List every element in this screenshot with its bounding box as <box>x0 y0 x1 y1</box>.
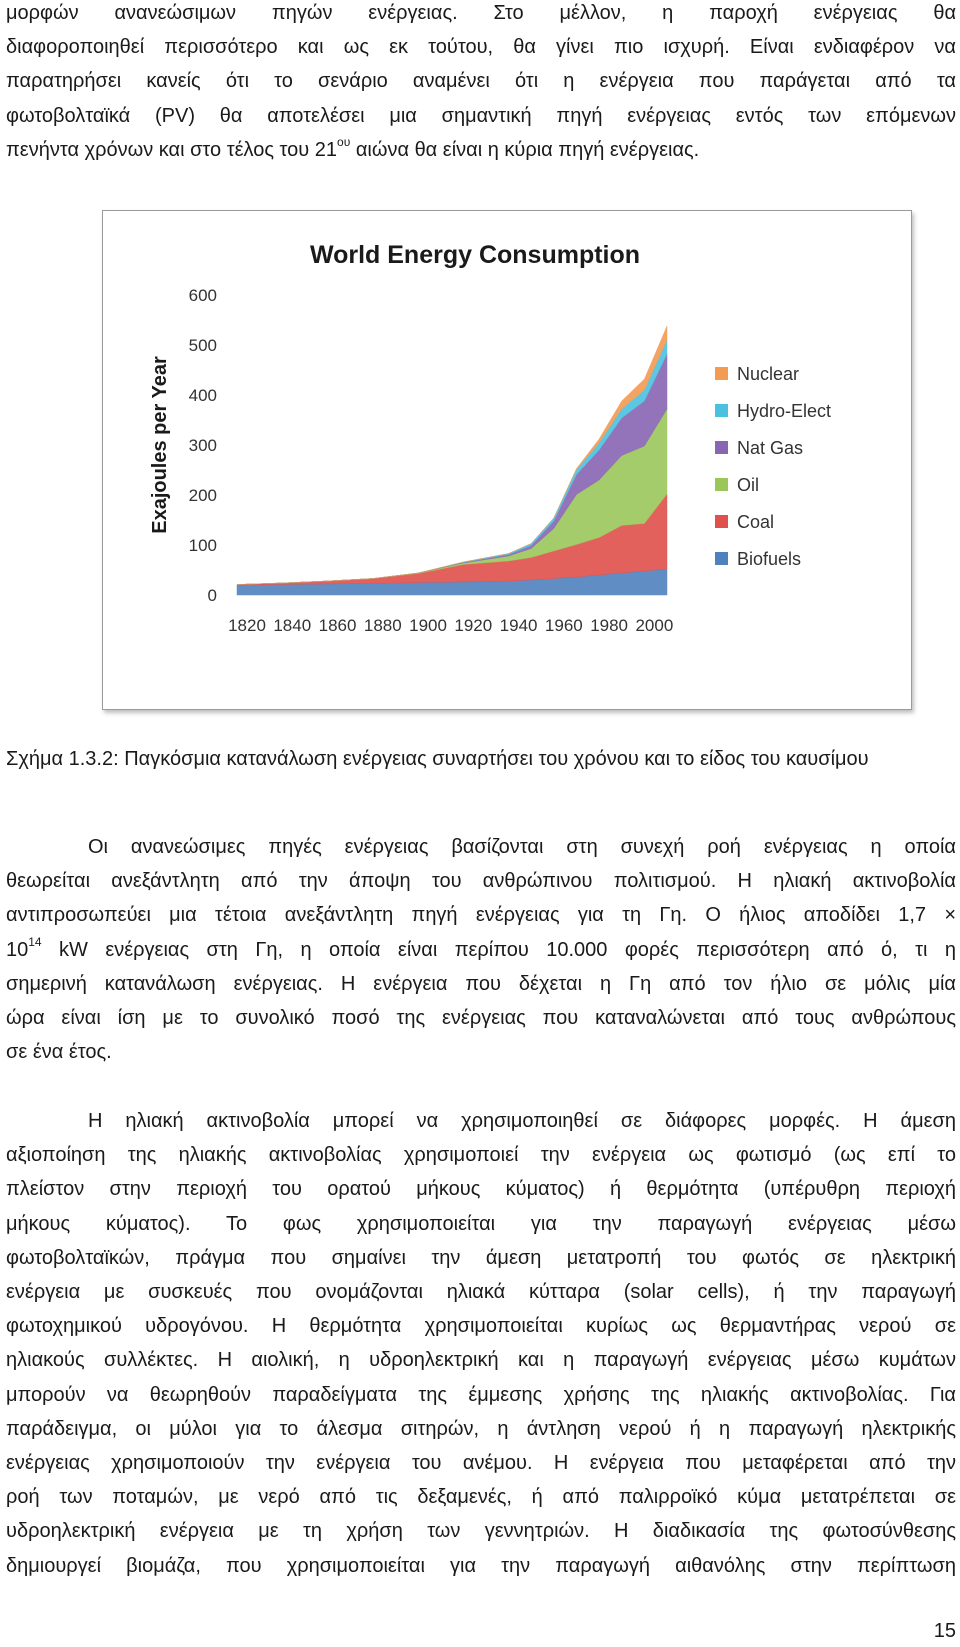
text-line: παράδειγμα, οι μύλοι για το άλεσμα σιτηρών, η άντληση νερού ή η παραγωγή ηλεκτρικής <box>6 1417 956 1440</box>
superscript: 14 <box>28 934 42 949</box>
superscript: ου <box>337 135 351 150</box>
y-tick-label: 500 <box>188 336 217 355</box>
x-tick-label: 1880 <box>363 616 402 635</box>
text-line: αξιοποίηση της ηλιακής ακτινοβολίας χρησιμοποιεί την ενέργεια ως φωτισμό (ως επί το <box>6 1144 956 1167</box>
text-line: σε ένα έτος. <box>6 1041 112 1064</box>
text-fragment: kW ενέργειας στη Γη, η οποία είναι περίπου 10.000 φορές περισσότερη από ό, τι η <box>41 938 956 961</box>
legend-swatch-nuclear <box>715 367 728 380</box>
legend-label-biofuels: Biofuels <box>737 549 802 569</box>
text-line: φωτοχημικού υδρογόνου. Η θερμότητα χρησιμοποιείται κυρίως ως θερμαντήρας νερού σε <box>6 1315 956 1338</box>
legend-label-nat-gas: Nat Gas <box>737 438 804 458</box>
text-line: αντιπροσωπεύει μια τέτοια ανεξάντλητη πηγή ενέργειας για τη Γη. Ο ήλιος αποδίδει 1,7 × <box>6 904 956 927</box>
text-line: δημιουργεί βιομάζα, που χρησιμοποιείται για την παραγωγή αιθανόλης στην περίπτωση <box>6 1554 956 1577</box>
text-line: διαφοροποιηθεί περισσότερο και ως εκ τούτου, θα γίνει πιο ισχυρή. Είναι ενδιαφέρον να <box>6 36 956 59</box>
legend-swatch-coal <box>715 515 728 528</box>
text-line: Η ηλιακή ακτινοβολία μπορεί να χρησιμοποιηθεί σε διάφορες μορφές. Η άμεση <box>88 1110 956 1132</box>
x-tick-label: 1840 <box>273 616 312 635</box>
text-line: ροή των ποταμών, με νερό από τις δεξαμενές, ή από παλιρροϊκό κύμα μετατρέπεται σε <box>6 1486 956 1509</box>
paragraph-top <box>6 0 956 167</box>
chart-figure <box>102 210 912 710</box>
chart-canvas <box>103 211 911 709</box>
text-line: σημερινή κατανάλωση ενέργειας. Η ενέργεια που δέχεται η Γη από τον ήλιο σε μόλις μία <box>6 972 956 995</box>
text-line: υδροηλεκτρική ενέργεια με τη χρήση των γεννητριών. Η διαδικασία της φωτοσύνθεσης <box>6 1520 956 1543</box>
y-tick-label: 600 <box>188 286 217 305</box>
chart-title: World Energy Consumption <box>309 241 641 269</box>
text-line: ενέργειας χρησιμοποιούν την ενέργεια του ανέμου. Η ενέργεια που μεταφέρεται από την <box>6 1452 956 1475</box>
text-line: πλείστον στην περιοχή του ορατού μήκους κύματος) ή θερμότητα (υπέρυθρη περιοχή <box>6 1178 956 1201</box>
text-fragment: πενήντα χρόνων και στο τέλος του 21 <box>6 138 338 161</box>
x-tick-label: 1900 <box>409 616 447 635</box>
text-fragment: 10 <box>6 938 29 961</box>
legend-swatch-oil <box>715 478 728 491</box>
legend-swatch-biofuels <box>715 552 728 565</box>
x-tick-label: 1860 <box>318 616 357 635</box>
y-axis-label: Exajoules per Year <box>149 356 171 534</box>
legend-label-nuclear: Nuclear <box>737 364 800 384</box>
x-tick-label: 1960 <box>544 616 583 635</box>
x-tick-label: 2000 <box>635 616 674 635</box>
legend-label-oil: Oil <box>737 475 759 495</box>
y-tick-label: 0 <box>207 586 217 605</box>
legend-label-coal: Coal <box>737 512 775 532</box>
y-tick-label: 300 <box>188 436 217 455</box>
figure-caption: Σχήμα 1.3.2: Παγκόσμια κατανάλωση ενέργειας συναρτήσει του χρόνου και το είδος του καυσίμου <box>6 748 869 770</box>
text-line <box>6 933 956 967</box>
text-line: μορφών ανανεώσιμων πηγών ενέργειας. Στο μέλλον, η παροχή ενέργειας θα <box>6 2 956 24</box>
text-line: θεωρείται ανεξάντλητη από την άποψη του ανθρώπινου πολιτισμού. Η ηλιακή ακτινοβολία <box>6 870 956 893</box>
text-line: φωτοβολταϊκά (PV) θα αποτελέσει μια σημαντική πηγή ενέργειας εντός των επόμενων <box>6 104 956 127</box>
text-line: μπορούν να θεωρηθούν παραδείγματα της έμμεσης χρήσης της ηλιακής ακτινοβολίας. Για <box>6 1383 956 1406</box>
paragraph-solar <box>6 1104 956 1583</box>
y-tick-label: 200 <box>188 486 217 505</box>
text-line: ώρα είναι ίση με το συνολικό ποσό της ενέργειας που καταναλώνεται από τους ανθρώπους <box>6 1007 956 1030</box>
paragraph-renewables <box>6 830 956 1069</box>
x-tick-label: 1820 <box>228 616 266 635</box>
legend-label-hydro-elect: Hydro-Elect <box>737 401 832 421</box>
text-line: παρατηρήσει κανείς ότι το σενάριο αναμένει ότι η ενέργεια που παράγεται από τα <box>6 70 956 93</box>
text-line: ηλιακούς συλλέκτες. Η αιολική, η υδροηλεκτρική και η παραγωγή ενέργειας μέσω κυμάτων <box>6 1349 956 1372</box>
text-line: φωτοβολταϊκών, πράγμα που σημαίνει την άμεση μετατροπή του φωτός σε ηλεκτρική <box>6 1246 956 1269</box>
text-line: Οι ανανεώσιμες πηγές ενέργειας βασίζονται στη συνεχή ροή ενέργειας η οποία <box>88 836 956 858</box>
x-tick-label: 1920 <box>454 616 493 635</box>
page-number: 15 <box>933 1620 956 1642</box>
x-tick-label: 1940 <box>499 616 538 635</box>
y-tick-label: 100 <box>188 536 217 555</box>
y-tick-label: 400 <box>188 386 217 405</box>
legend-swatch-nat-gas <box>715 441 728 454</box>
text-line: ενέργεια με συσκευές που ονομάζονται ηλιακά κύτταρα (solar cells), ή την παραγωγή <box>6 1281 956 1304</box>
text-fragment: αιώνα θα είναι η κύρια πηγή ενέργειας. <box>350 138 700 161</box>
legend-swatch-hydro-elect <box>715 404 728 417</box>
x-tick-label: 1980 <box>590 616 629 635</box>
text-line <box>6 133 956 167</box>
text-line: μήκους κύματος). Το φως χρησιμοποιείται για την παραγωγή ενέργειας μέσω <box>6 1212 956 1235</box>
